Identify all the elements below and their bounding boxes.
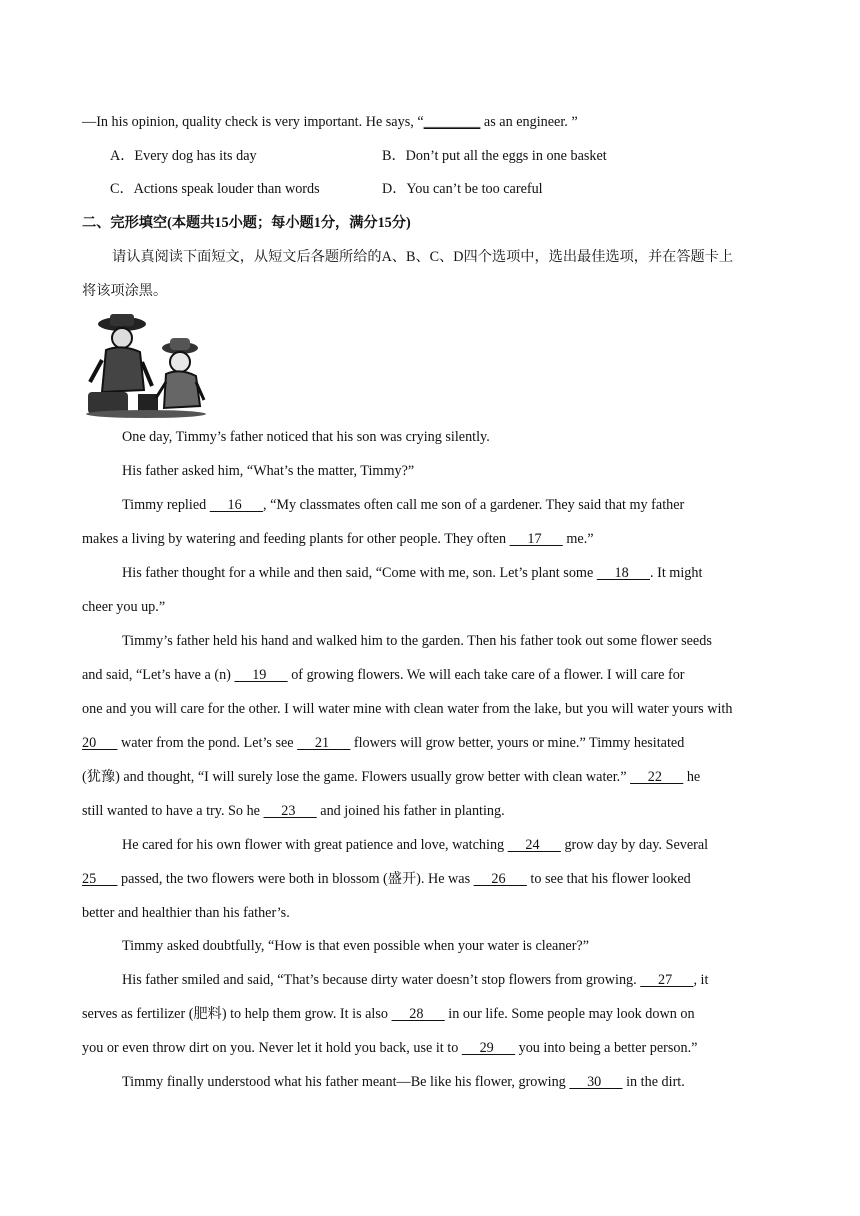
option-b[interactable]: B．Don’t put all the eggs in one basket [382, 148, 607, 164]
blank-21[interactable]: 21 [297, 735, 351, 751]
passage-line: cheer you up.” [82, 599, 166, 615]
passage-line: better and healthier than his father’s. [82, 905, 290, 921]
section-title: 二、完形填空(本题共15小题；每小题1分，满分15分) [82, 215, 411, 231]
passage-line: and said, “Let’s have a (n) 19 of growing flowers. We will each take care of a flower. I will care for [82, 667, 685, 683]
question-tail: —In his opinion, quality check is very important. He says, “________ as an engineer. ” [82, 114, 578, 130]
passage-line: His father smiled and said, “That’s because dirty water doesn’t stop flowers from growing. 27 , it [122, 972, 709, 988]
blank-17[interactable]: 17 [509, 531, 563, 547]
blank-16[interactable]: 16 [209, 497, 263, 513]
option-a[interactable]: A．Every dog has its day [110, 148, 257, 164]
instruction-line-2: 将该项涂黑。 [82, 283, 168, 299]
passage-line: Timmy’s father held his hand and walked him to the garden. Then his father took out some flower seeds [122, 633, 712, 649]
blank-26[interactable]: 26 [473, 871, 527, 887]
blank-24[interactable]: 24 [507, 837, 561, 853]
passage-line: serves as fertilizer (肥料) to help them grow. It is also 28 in our life. Some people may look down on [82, 1006, 695, 1022]
passage-line: (犹豫) and thought, “I will surely lose the game. Flowers usually grow better with clean water.” 22 he [82, 769, 701, 785]
blank-23[interactable]: 23 [263, 803, 317, 819]
passage-line: you or even throw dirt on you. Never let it hold you back, use it to 29 you into being a better person.” [82, 1040, 698, 1056]
passage-line: His father thought for a while and then said, “Come with me, son. Let’s plant some 18 . It might [122, 565, 703, 581]
blank-20[interactable]: 20 [82, 735, 118, 751]
passage-line: Timmy replied 16 , “My classmates often call me son of a gardener. They said that my father [122, 497, 685, 513]
passage-line: still wanted to have a try. So he 23 and joined his father in planting. [82, 803, 505, 819]
option-c[interactable]: C．Actions speak louder than words [110, 181, 320, 197]
passage-line: makes a living by watering and feeding plants for other people. They often 17 me.” [82, 531, 594, 547]
blank-18[interactable]: 18 [596, 565, 650, 581]
passage-line: Timmy asked doubtfully, “How is that even possible when your water is cleaner?” [122, 938, 590, 954]
passage-line: Timmy finally understood what his father meant—Be like his flower, growing 30 in the dirt. [122, 1074, 685, 1090]
option-d[interactable]: D．You can’t be too careful [382, 181, 543, 197]
passage-line: He cared for his own flower with great patience and love, watching 24 grow day by day. Several [122, 837, 709, 853]
passage-line: 25 passed, the two flowers were both in blossom (盛开). He was 26 to see that his flower looked [82, 871, 691, 887]
blank-27[interactable]: 27 [640, 972, 694, 988]
passage-line: 20 water from the pond. Let’s see 21 flowers will grow better, yours or mine.” Timmy hesitated [82, 735, 685, 751]
gardener-illustration [82, 310, 212, 420]
blank-29[interactable]: 29 [461, 1040, 516, 1056]
blank-30[interactable]: 30 [569, 1074, 623, 1090]
answer-blank[interactable]: ________ [423, 114, 481, 130]
blank-25[interactable]: 25 [82, 871, 118, 887]
passage-line: One day, Timmy’s father noticed that his son was crying silently. [122, 429, 490, 445]
passage-line: His father asked him, “What’s the matter, Timmy?” [122, 463, 415, 479]
passage-line: one and you will care for the other. I will water mine with clean water from the lake, but you will water yours with [82, 701, 733, 717]
instruction-line-1: 请认真阅读下面短文，从短文后各题所给的A、B、C、D四个选项中，选出最佳选项，并在答题卡上 [112, 249, 734, 265]
blank-28[interactable]: 28 [391, 1006, 445, 1022]
blank-19[interactable]: 19 [234, 667, 288, 683]
blank-22[interactable]: 22 [630, 769, 684, 785]
